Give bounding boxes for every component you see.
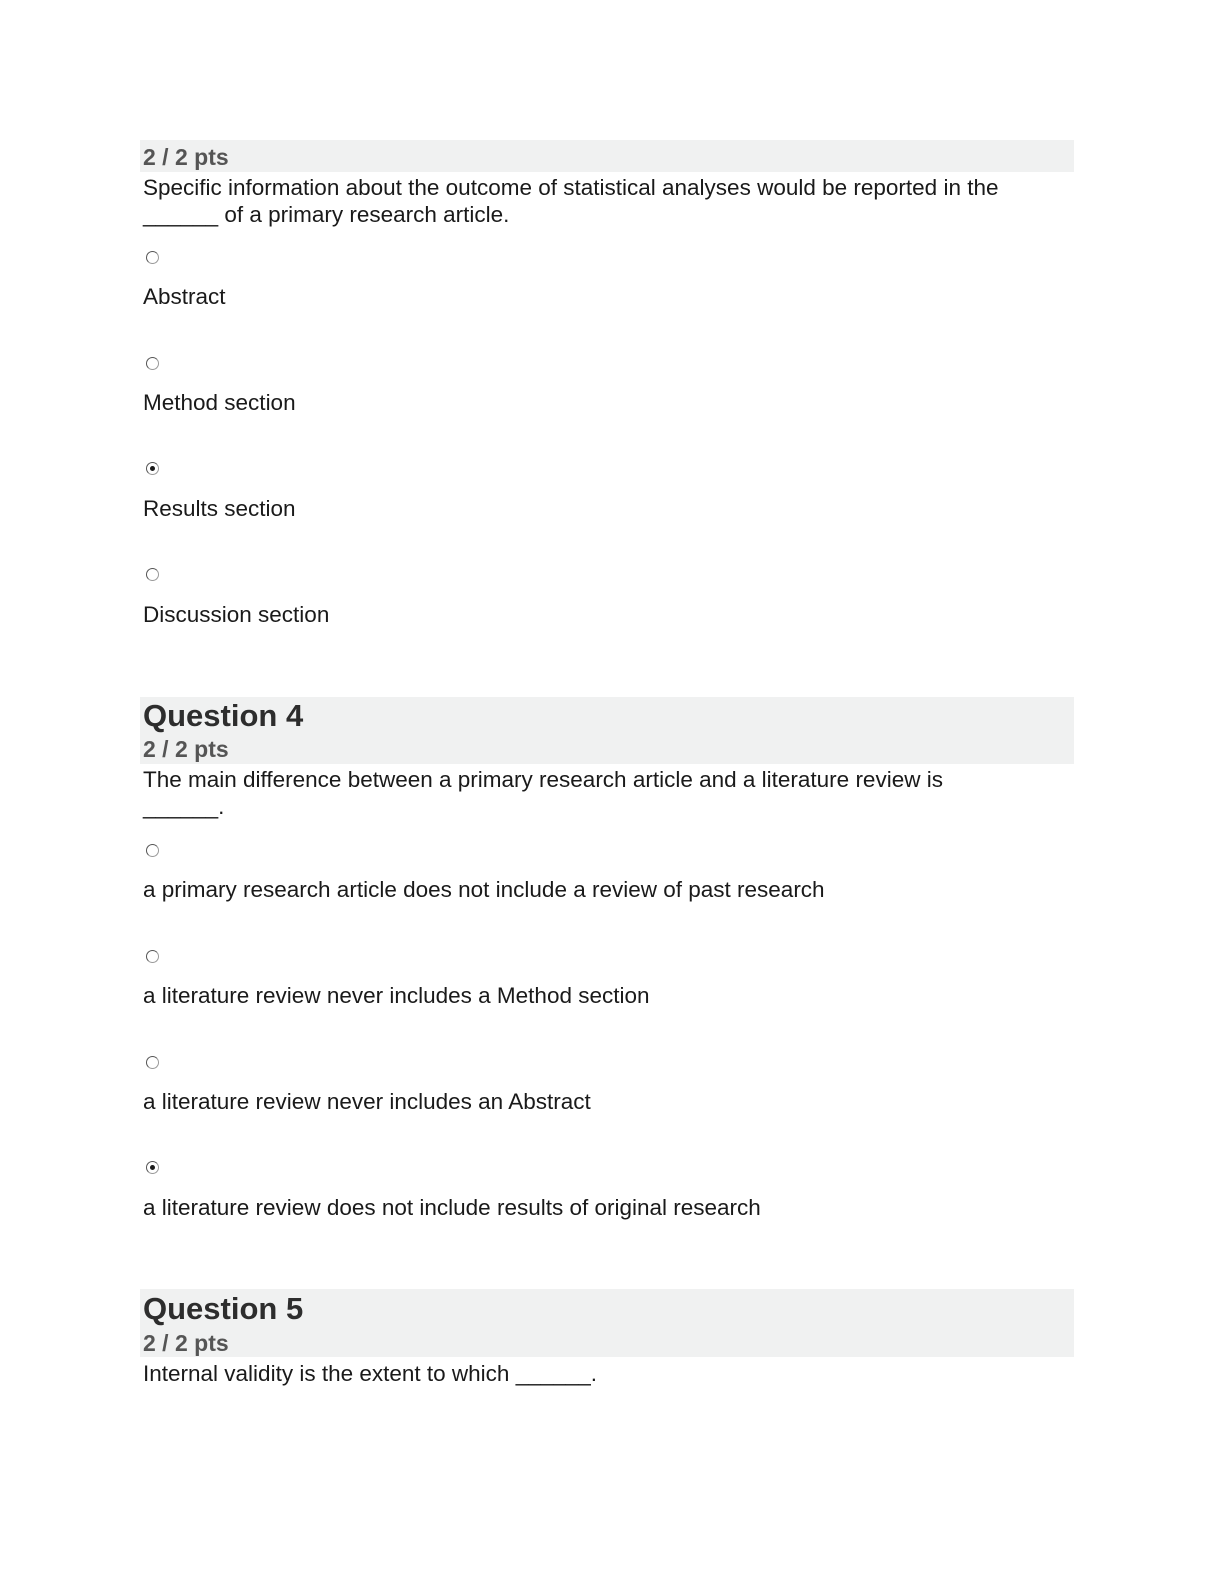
question-3-text-line2: ______ of a primary research article. — [143, 202, 510, 227]
question-3-text-line1: Specific information about the outcome of statistical analyses would be reported in the — [143, 175, 999, 200]
question-4-points: 2 / 2 pts — [143, 736, 229, 762]
question-3-option-1-radio[interactable] — [146, 251, 159, 264]
question-4-option-4-radio-selected[interactable] — [146, 1161, 159, 1174]
question-4-text — [143, 766, 1074, 820]
question-5-text — [143, 1360, 1074, 1387]
question-3-option-2-radio[interactable] — [146, 357, 159, 370]
question-4-option-2-label: a literature review never includes a Method section — [143, 983, 650, 1008]
question-5-header — [140, 1289, 1074, 1357]
question-3-header — [140, 140, 1074, 172]
question-3-text — [143, 174, 1074, 228]
question-3-option-3-label: Results section — [143, 496, 296, 521]
question-3-option-4-label: Discussion section — [143, 602, 330, 627]
question-4-option-3-label: a literature review never includes an Abstract — [143, 1089, 591, 1114]
question-4-option-4-label: a literature review does not include results of original research — [143, 1195, 761, 1220]
question-4-title: Question 4 — [143, 698, 304, 733]
question-5-points: 2 / 2 pts — [143, 1330, 229, 1356]
question-4-option-3-radio[interactable] — [146, 1056, 159, 1069]
question-3-option-2-label: Method section — [143, 390, 296, 415]
question-3-option-4-radio[interactable] — [146, 568, 159, 581]
question-3-option-3-radio-selected[interactable] — [146, 462, 159, 475]
question-4-option-1-radio[interactable] — [146, 844, 159, 857]
question-5-title: Question 5 — [143, 1291, 304, 1326]
question-4-text-line2: ______. — [143, 794, 225, 819]
question-4-option-2-radio[interactable] — [146, 950, 159, 963]
question-5-text-line1: Internal validity is the extent to which ______. — [143, 1361, 598, 1386]
question-4-header — [140, 697, 1074, 764]
question-4-text-line1: The main difference between a primary research article and a literature review is — [143, 767, 943, 792]
question-3-points: 2 / 2 pts — [143, 144, 229, 170]
question-4-option-1-label: a primary research article does not include a review of past research — [143, 877, 825, 902]
question-3-option-1-label: Abstract — [143, 284, 226, 309]
